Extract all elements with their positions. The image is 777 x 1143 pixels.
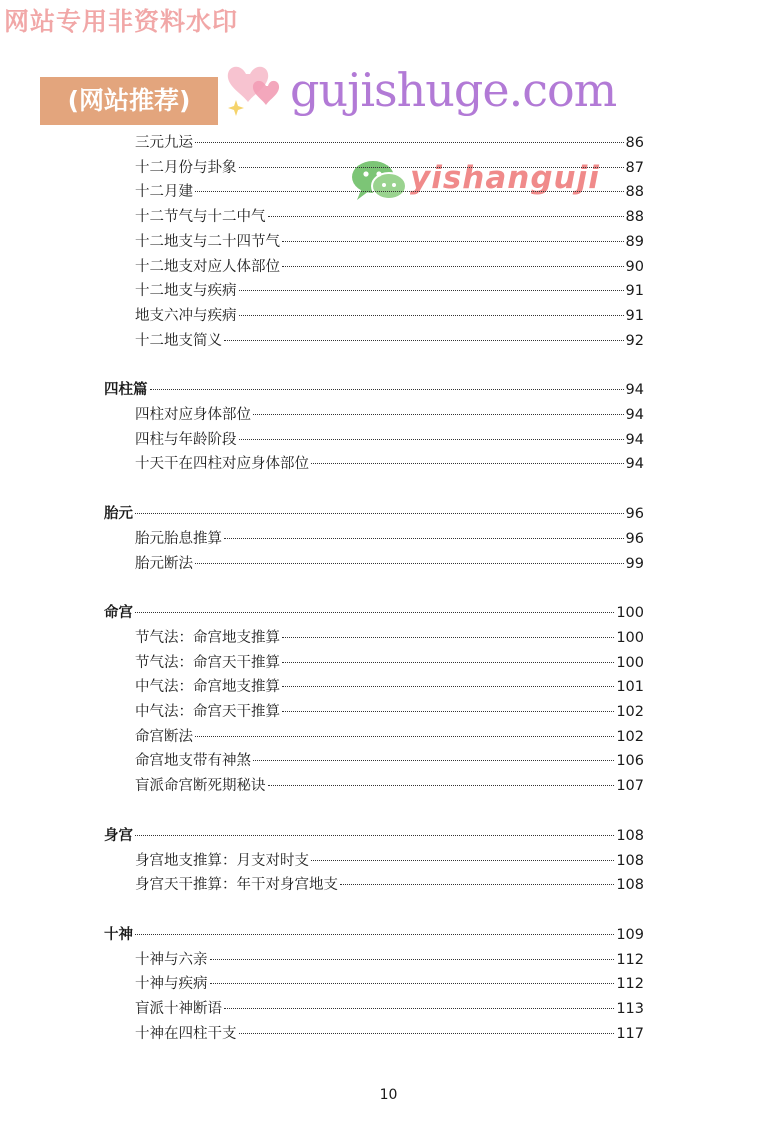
toc-entry-title: 命宫 [104, 605, 133, 622]
toc-entry-title: 命宫断法 [135, 728, 193, 745]
hearts-icon [226, 56, 294, 120]
toc-entry[interactable] [135, 279, 644, 303]
toc-dot-leader [282, 686, 614, 687]
toc-dot-leader [268, 216, 624, 217]
toc-entry-title: 盲派十神断语 [135, 1001, 222, 1017]
toc-entry-page: 94 [625, 407, 644, 423]
toc-entry-page: 94 [625, 382, 644, 399]
toc-entry-page: 91 [625, 283, 644, 300]
toc-entry-page: 92 [625, 332, 644, 349]
toc-entry-page: 100 [616, 654, 644, 671]
toc-entry-title: 身宫 [104, 827, 133, 844]
toc-entry-title: 胎元 [104, 506, 133, 523]
toc-dot-leader [239, 1033, 615, 1034]
toc-entry[interactable] [135, 849, 644, 873]
toc-entry-title: 十神与六亲 [135, 951, 208, 968]
toc-entry-page: 89 [625, 233, 644, 250]
toc-entry-title: 十神在四柱干支 [135, 1025, 237, 1042]
toc-entry-page: 94 [625, 456, 644, 473]
toc-entry-title: 三元九运 [135, 135, 193, 151]
toc-entry-page: 86 [625, 135, 644, 151]
toc-entry-page: 96 [625, 506, 644, 523]
toc-entry[interactable] [135, 552, 644, 576]
toc-entry-title: 十天干在四柱对应身体部位 [135, 456, 309, 473]
toc-entry-page: 94 [625, 431, 644, 448]
toc-dot-leader [268, 785, 615, 786]
toc-entry[interactable] [135, 1022, 644, 1046]
toc-entry-title: 十二月份与卦象 [135, 159, 237, 176]
toc-entry-title: 十二地支简义 [135, 332, 222, 349]
toc-entry-page: 87 [625, 159, 644, 176]
toc-dot-leader [224, 538, 624, 539]
toc-dot-leader [224, 1008, 614, 1009]
toc-dot-leader [224, 340, 624, 341]
toc-dot-leader [253, 760, 614, 761]
toc-dot-leader [150, 389, 624, 390]
toc-dot-leader [282, 241, 624, 242]
watermark-top-text: 网站专用非资料水印 [4, 7, 239, 36]
toc-entry-title: 节气法：命宫天干推算 [135, 654, 280, 671]
toc-dot-leader [210, 983, 615, 984]
toc-entry-page: 109 [616, 926, 644, 943]
toc-entry-title: 身宫地支推算：月支对时支 [135, 852, 309, 869]
toc-entry-title: 十二地支对应人体部位 [135, 258, 280, 275]
toc-section-entry[interactable] [104, 824, 644, 848]
toc-dot-leader [195, 191, 624, 192]
watermark-wechat-id: yishanguji [410, 160, 600, 196]
toc-dot-leader [135, 513, 624, 514]
toc-dot-leader [239, 167, 624, 168]
toc-entry[interactable] [135, 997, 644, 1021]
watermark-recommend-badge: (网站推荐) [40, 77, 218, 125]
toc-dot-leader [282, 711, 614, 712]
toc-entry-page: 112 [616, 976, 644, 993]
toc-dot-leader [135, 934, 614, 935]
toc-entry-page: 106 [616, 753, 644, 770]
toc-entry-page: 108 [616, 877, 644, 894]
watermark-site-name: gujishuge.com [290, 63, 617, 117]
toc-entry-title: 十二月建 [135, 184, 193, 201]
toc-section-entry[interactable] [104, 923, 644, 947]
toc-entry-page: 102 [616, 704, 644, 720]
toc-entry[interactable] [135, 428, 644, 452]
toc-entry[interactable] [135, 131, 644, 155]
toc-entry-title: 命宫地支带有神煞 [135, 753, 251, 770]
toc-dot-leader [282, 637, 614, 638]
toc-entry[interactable] [135, 700, 644, 724]
toc-entry[interactable] [135, 749, 644, 773]
toc-entry-page: 100 [616, 605, 644, 622]
toc-entry[interactable] [135, 205, 644, 229]
toc-entry-title: 胎元断法 [135, 555, 193, 572]
toc-entry-title: 盲派命宫断死期秘诀 [135, 778, 266, 795]
toc-entry-title: 十神 [104, 926, 133, 943]
toc-entry-title: 四柱对应身体部位 [135, 407, 251, 423]
toc-entry-page: 88 [625, 209, 644, 226]
toc-dot-leader [210, 959, 615, 960]
toc-dot-leader [282, 266, 624, 267]
toc-dot-leader [239, 439, 624, 440]
toc-entry-title: 十二地支与疾病 [135, 283, 237, 300]
toc-dot-leader [340, 884, 614, 885]
toc-entry-page: 96 [625, 530, 644, 547]
toc-entry[interactable] [135, 403, 644, 427]
toc-entry-title: 十二节气与十二中气 [135, 209, 266, 226]
toc-entry-page: 112 [616, 951, 644, 968]
toc-entry-page: 100 [616, 629, 644, 646]
toc-entry[interactable] [135, 651, 644, 675]
toc-dot-leader [195, 142, 624, 143]
toc-entry-title: 十神与疾病 [135, 976, 208, 993]
toc-dot-leader [195, 563, 624, 564]
toc-entry[interactable] [135, 255, 644, 279]
toc-section-entry[interactable] [104, 502, 644, 526]
toc-entry-page: 117 [616, 1025, 644, 1042]
toc-entry[interactable] [135, 304, 644, 328]
toc-entry-page: 107 [616, 778, 644, 795]
toc-entry-page: 102 [616, 728, 644, 745]
toc-entry[interactable] [135, 972, 644, 996]
toc-dot-leader [135, 612, 614, 613]
toc-entry-title: 地支六冲与疾病 [135, 307, 237, 324]
toc-entry-title: 四柱与年龄阶段 [135, 431, 237, 448]
toc-entry-page: 108 [616, 827, 644, 844]
toc-dot-leader [311, 860, 614, 861]
toc-entry[interactable] [135, 230, 644, 254]
toc-entry-title: 中气法：命宫地支推算 [135, 679, 280, 696]
toc-entry-title: 身宫天干推算：年干对身宫地支 [135, 877, 338, 894]
toc-entry[interactable] [135, 774, 644, 798]
toc-dot-leader [311, 463, 624, 464]
toc-entry[interactable] [135, 452, 644, 476]
toc-entry-title: 十二地支与二十四节气 [135, 233, 280, 250]
toc-entry-page: 88 [625, 184, 644, 201]
toc-section-entry[interactable] [104, 378, 644, 402]
toc-entry-page: 113 [616, 1001, 644, 1017]
toc-entry-page: 101 [616, 679, 644, 696]
toc-entry[interactable] [135, 626, 644, 650]
toc-entry-title: 节气法：命宫地支推算 [135, 629, 280, 646]
toc-entry-page: 108 [616, 852, 644, 869]
toc-entry[interactable] [135, 948, 644, 972]
toc-entry-page: 99 [625, 555, 644, 572]
toc-entry[interactable] [135, 675, 644, 699]
page-number: 10 [379, 1087, 398, 1103]
toc-dot-leader [135, 835, 614, 836]
toc-entry[interactable] [135, 180, 644, 204]
toc-entry[interactable] [135, 725, 644, 749]
toc-dot-leader [239, 315, 624, 316]
toc-dot-leader [253, 414, 624, 415]
toc-entry[interactable] [135, 873, 644, 897]
toc-entry[interactable] [135, 329, 644, 353]
toc-dot-leader [282, 662, 614, 663]
toc-entry-title: 中气法：命宫天干推算 [135, 704, 280, 720]
toc-entry-page: 90 [625, 258, 644, 275]
toc-entry-title: 胎元胎息推算 [135, 530, 222, 547]
toc-section-entry[interactable] [104, 601, 644, 625]
toc-entry[interactable] [135, 527, 644, 551]
toc-entry-title: 四柱篇 [104, 382, 148, 399]
toc-dot-leader [195, 736, 614, 737]
toc-entry-page: 91 [625, 307, 644, 324]
toc-dot-leader [239, 290, 624, 291]
toc-entry[interactable] [135, 156, 644, 180]
